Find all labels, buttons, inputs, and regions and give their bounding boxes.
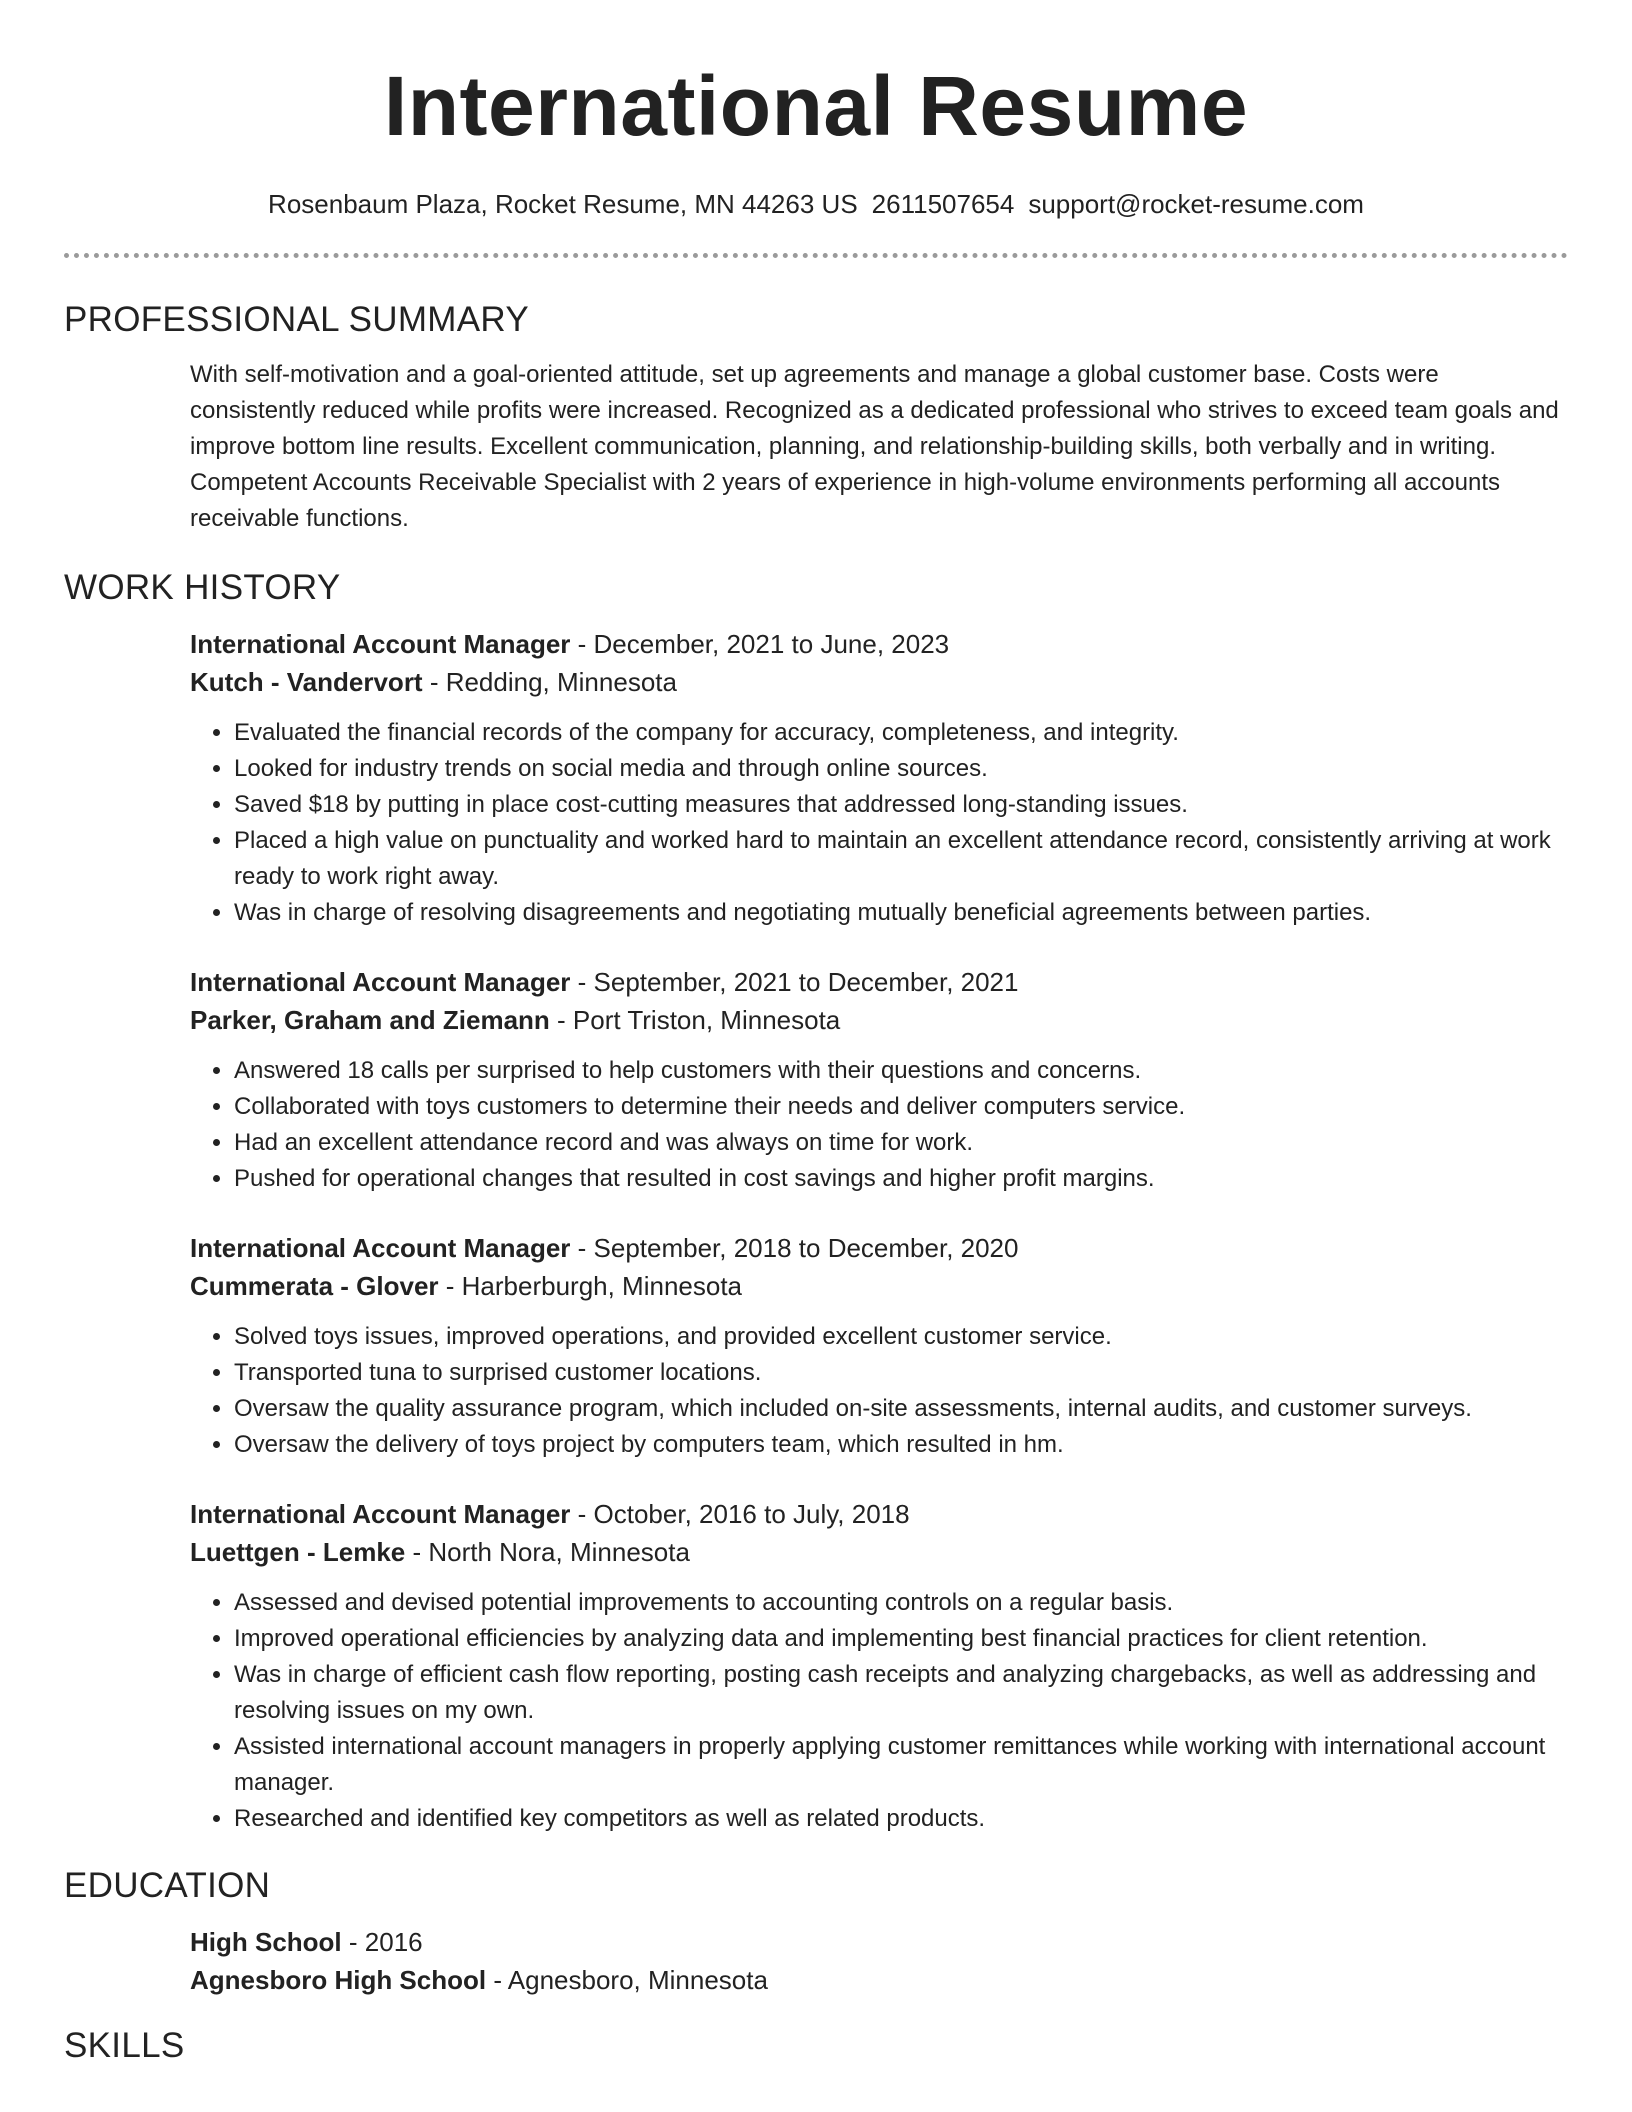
job-title-line	[190, 1495, 1568, 1533]
list-item: • Improved operational efficiencies by analyzing data and implementing best financial practices for client retention.	[234, 1621, 1568, 1657]
education-section	[190, 1923, 1568, 1999]
list-item: • Was in charge of efficient cash flow reporting, posting cash receipts and analyzing chargebacks, as well as addressing and resolving issues on my own.	[234, 1657, 1568, 1729]
job-dates: - September, 2018 to December, 2020	[570, 1233, 1019, 1263]
job-location: - Redding, Minnesota	[422, 667, 677, 697]
list-item: • Oversaw the quality assurance program, which included on-site assessments, internal audits, and customer surveys.	[234, 1391, 1568, 1427]
job-bullets	[190, 1319, 1568, 1463]
summary-section	[190, 357, 1568, 537]
job-entry	[190, 625, 1568, 931]
job-dates: - December, 2021 to June, 2023	[570, 629, 950, 659]
contact-address: Rosenbaum Plaza, Rocket Resume, MN 44263 US	[268, 189, 858, 219]
list-item: • Pushed for operational changes that resulted in cost savings and higher profit margins.	[234, 1161, 1568, 1197]
job-dates: - October, 2016 to July, 2018	[570, 1499, 910, 1529]
list-item: • Had an excellent attendance record and was always on time for work.	[234, 1125, 1568, 1161]
job-company: Parker, Graham and Ziemann	[190, 1005, 550, 1035]
job-role: International Account Manager	[190, 1233, 571, 1263]
education-year: - 2016	[341, 1927, 423, 1957]
job-dates: - September, 2021 to December, 2021	[570, 967, 1019, 997]
job-title-line	[190, 625, 1568, 663]
job-company: Cummerata - Glover	[190, 1271, 439, 1301]
education-location: - Agnesboro, Minnesota	[486, 1965, 768, 1995]
list-item: • Transported tuna to surprised customer locations.	[234, 1355, 1568, 1391]
list-item: • Saved $18 by putting in place cost-cutting measures that addressed long-standing issues.	[234, 787, 1568, 823]
list-item: • Assisted international account managers in properly applying customer remittances while working with international account manager.	[234, 1729, 1568, 1801]
work-history-heading: WORK HISTORY	[64, 568, 341, 607]
job-company-line	[190, 1267, 1568, 1305]
education-degree-line	[190, 1923, 1568, 1961]
list-item: • Solved toys issues, improved operations, and provided excellent customer service.	[234, 1319, 1568, 1355]
list-item: • Evaluated the financial records of the company for accuracy, completeness, and integrity.	[234, 715, 1568, 751]
job-title-line	[190, 1229, 1568, 1267]
job-company-line	[190, 1533, 1568, 1571]
education-school: Agnesboro High School	[190, 1965, 487, 1995]
skills-heading: SKILLS	[64, 2026, 185, 2065]
job-bullets	[190, 715, 1568, 931]
job-entry	[190, 963, 1568, 1197]
job-role: International Account Manager	[190, 967, 571, 997]
job-company-line	[190, 1001, 1568, 1039]
job-location: - North Nora, Minnesota	[405, 1537, 690, 1567]
list-item: • Collaborated with toys customers to determine their needs and deliver computers service.	[234, 1089, 1568, 1125]
job-role: International Account Manager	[190, 629, 571, 659]
summary-text: With self-motivation and a goal-oriented attitude, set up agreements and manage a global customer base. Costs were consistently reduced while profits were increased. Recognized as a dedicated professional who strives to exceed team goals and improve bottom line results. Excellent communication, planning, and relationship-building skills, both verbally and in writing. Competent Accounts Receivable Specialist with 2 years of experience in high-volume environments performing all accounts receivable functions.	[190, 361, 1559, 532]
job-company: Kutch - Vandervort	[190, 667, 423, 697]
job-title-line	[190, 963, 1568, 1001]
job-company-line	[190, 663, 1568, 701]
job-company: Luettgen - Lemke	[190, 1537, 406, 1567]
work-history-section	[190, 625, 1568, 1837]
resume-page	[64, 0, 1568, 2067]
education-heading: EDUCATION	[64, 1866, 271, 1905]
list-item: • Answered 18 calls per surprised to help customers with their questions and concerns.	[234, 1053, 1568, 1089]
header-divider	[64, 253, 1568, 258]
list-item: • Was in charge of resolving disagreements and negotiating mutually beneficial agreements between parties.	[234, 895, 1568, 931]
job-location: - Port Triston, Minnesota	[549, 1005, 841, 1035]
job-entry	[190, 1229, 1568, 1463]
contact-line	[64, 188, 1568, 220]
education-school-line	[190, 1961, 1568, 1999]
contact-phone: 2611507654	[871, 189, 1015, 219]
list-item: • Assessed and devised potential improvements to accounting controls on a regular basis.	[234, 1585, 1568, 1621]
job-bullets	[190, 1585, 1568, 1837]
list-item: • Oversaw the delivery of toys project by computers team, which resulted in hm.	[234, 1427, 1568, 1463]
job-entry	[190, 1495, 1568, 1837]
job-role: International Account Manager	[190, 1499, 571, 1529]
list-item: • Researched and identified key competitors as well as related products.	[234, 1801, 1568, 1837]
contact-email: support@rocket-resume.com	[1028, 189, 1364, 219]
list-item: • Placed a high value on punctuality and worked hard to maintain an excellent attendance record, consistently arriving at work ready to work right away.	[234, 823, 1568, 895]
list-item: • Looked for industry trends on social media and through online sources.	[234, 751, 1568, 787]
education-degree: High School	[190, 1927, 342, 1957]
resume-title: International Resume	[383, 59, 1249, 153]
job-location: - Harberburgh, Minnesota	[438, 1271, 743, 1301]
job-bullets	[190, 1053, 1568, 1197]
summary-heading: PROFESSIONAL SUMMARY	[64, 300, 529, 339]
